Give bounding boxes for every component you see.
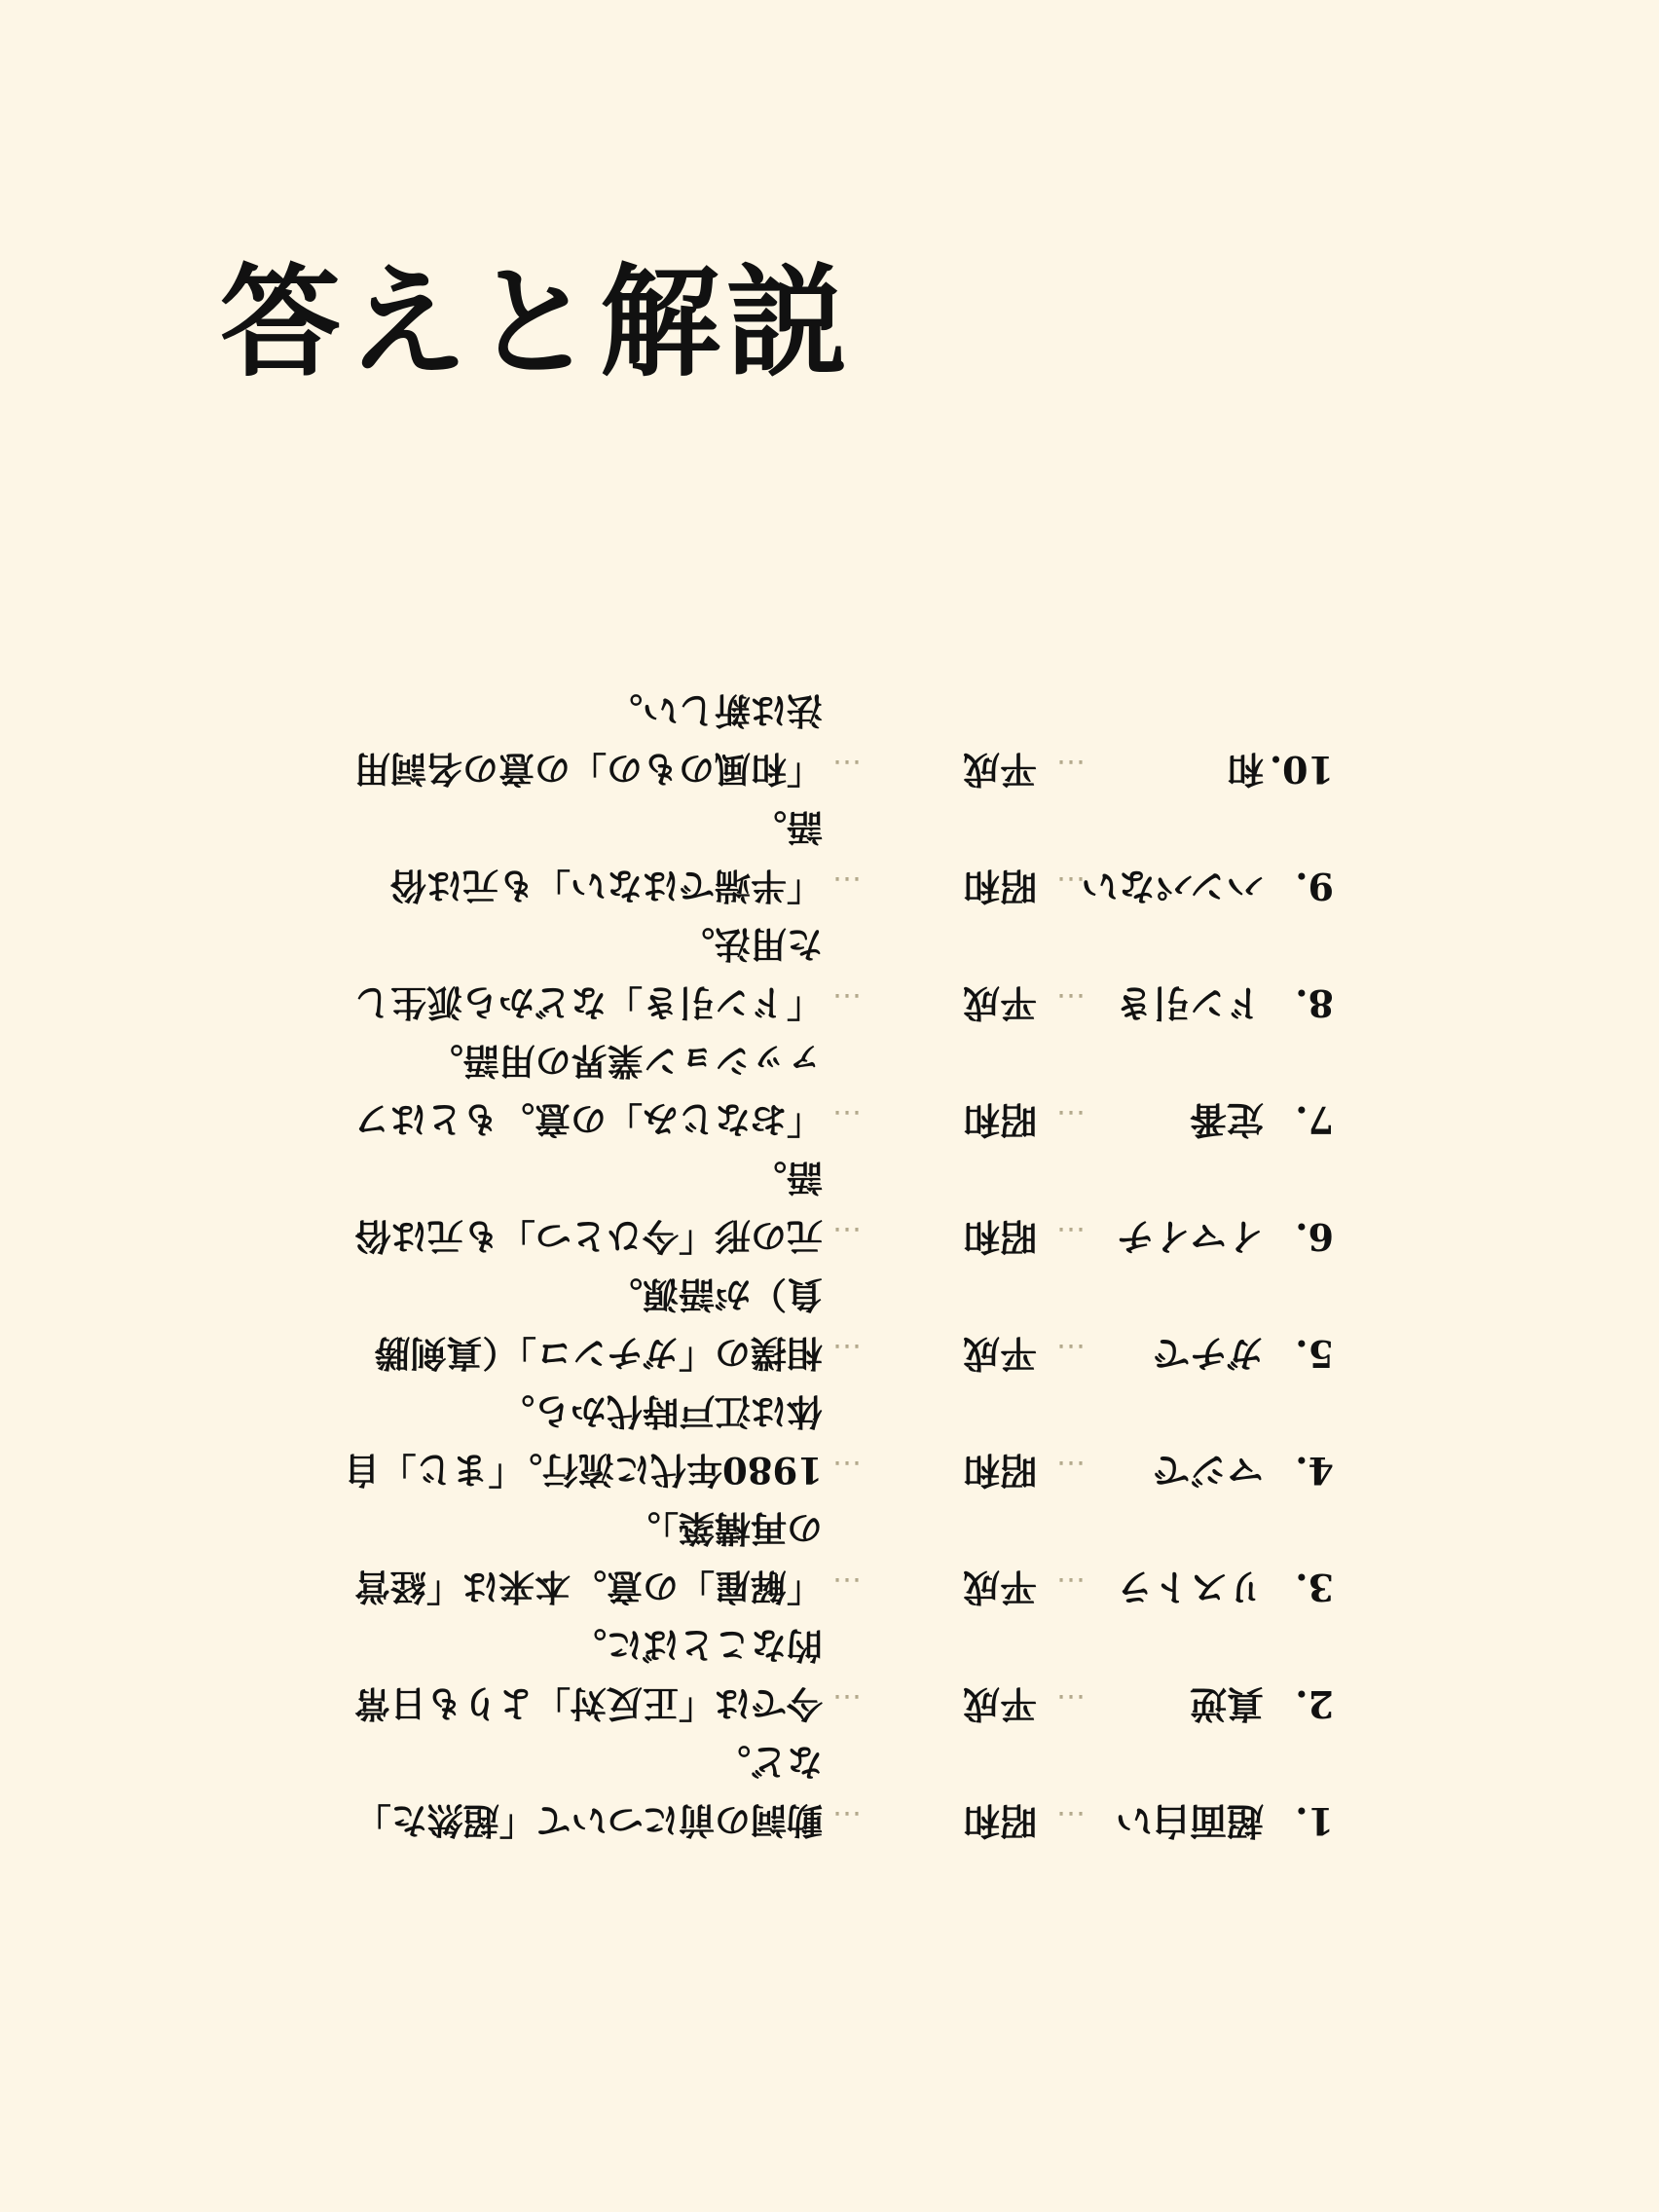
answer-entry-7 <box>341 1032 1334 1149</box>
answer-list <box>341 633 1334 1850</box>
answer-number: 6. <box>1295 1215 1334 1259</box>
leader-dots: … <box>1054 753 1086 787</box>
answer-entry-4 <box>341 1382 1334 1499</box>
leader-dots: … <box>830 1220 862 1254</box>
leader-dots: … <box>1054 1804 1086 1838</box>
answer-entry-9 <box>341 798 1334 915</box>
answer-word: 定番 <box>1189 1098 1264 1142</box>
answer-entry-8 <box>341 915 1334 1032</box>
answer-entry-3 <box>341 1499 1334 1616</box>
leader-dots: … <box>830 1337 862 1371</box>
leader-dots: … <box>1054 1337 1086 1371</box>
answer-era: 平成 <box>962 981 1037 1025</box>
leader-dots: … <box>830 869 862 903</box>
answer-entry-6 <box>341 1149 1334 1266</box>
answer-description: 「ドン引き」などから派生した用法。 <box>354 923 823 1024</box>
leader-dots: … <box>1054 1220 1086 1254</box>
leader-dots: … <box>1054 986 1086 1020</box>
answer-entry-5 <box>341 1266 1334 1382</box>
answer-word: ハンパない <box>1081 865 1264 908</box>
answer-number: 4. <box>1295 1449 1334 1493</box>
answer-entry-2 <box>341 1616 1334 1733</box>
answer-word: イマイチ <box>1116 1215 1264 1259</box>
leader-dots: … <box>830 1570 862 1604</box>
answer-number: 9. <box>1295 865 1334 908</box>
answer-era: 昭和 <box>962 865 1037 908</box>
answer-era: 平成 <box>962 1332 1037 1376</box>
answer-word: ドン引き <box>1115 981 1264 1025</box>
leader-dots: … <box>1054 1570 1086 1604</box>
answer-description: 「和風のもの」の意の名詞用法は新しい。 <box>354 689 823 791</box>
answer-number: 10. <box>1269 748 1334 792</box>
answer-description: 今では「正反対」よりも日常的なことばに。 <box>354 1624 823 1725</box>
answer-description: 「おなじみ」の意。もとはファッション業界の用語。 <box>354 1040 823 1141</box>
answer-word: マジで <box>1152 1449 1264 1493</box>
leader-dots: … <box>830 1454 862 1488</box>
answer-description: 動詞の前について「超然た」など。 <box>354 1741 823 1842</box>
answer-number: 2. <box>1295 1682 1334 1726</box>
answer-number: 3. <box>1295 1566 1334 1609</box>
leader-dots: … <box>830 986 862 1020</box>
answer-era: 昭和 <box>962 1799 1037 1843</box>
leader-dots: … <box>1054 1687 1086 1721</box>
answer-entry-10 <box>341 682 1334 798</box>
answer-era: 昭和 <box>962 1215 1037 1259</box>
leader-dots: … <box>830 1103 862 1137</box>
answer-number: 7. <box>1295 1098 1334 1142</box>
leader-dots: … <box>1054 1103 1086 1137</box>
leader-dots: … <box>830 1687 862 1721</box>
answer-description: 「解雇」の意。本来は「経営の再構築」。 <box>354 1507 823 1608</box>
leader-dots: … <box>830 1804 862 1838</box>
answer-era: 平成 <box>962 1682 1037 1726</box>
answer-number: 1. <box>1295 1799 1334 1843</box>
page-title: 答えと解説 <box>220 253 854 393</box>
leader-dots: … <box>1054 869 1086 903</box>
answer-era: 昭和 <box>962 1449 1037 1493</box>
answer-word: リストラ <box>1116 1566 1264 1609</box>
answer-description: 「半端ではない」も元は俗語。 <box>390 806 823 907</box>
answer-word: ガチで <box>1152 1332 1264 1376</box>
leader-dots: … <box>1054 1454 1086 1488</box>
answer-word: 真逆 <box>1189 1682 1264 1726</box>
answer-era: 平成 <box>962 1566 1037 1609</box>
answer-number: 8. <box>1295 981 1334 1025</box>
answer-word: 和 <box>1226 748 1264 792</box>
answer-era: 昭和 <box>962 1098 1037 1142</box>
answer-word: 超面白い <box>1115 1799 1264 1843</box>
answer-number: 5. <box>1295 1332 1334 1376</box>
answer-description: 1980年代に流行。「まじ」自体は江戸時代から。 <box>344 1390 823 1492</box>
answer-description: 元の形「今ひとつ」も元は俗語。 <box>354 1157 823 1258</box>
answer-description: 相撲の「ガチンコ」（真剣勝負）が語源。 <box>374 1273 823 1375</box>
answer-entry-1 <box>341 1733 1334 1850</box>
leader-dots: … <box>830 753 862 787</box>
answer-era: 平成 <box>962 748 1037 792</box>
